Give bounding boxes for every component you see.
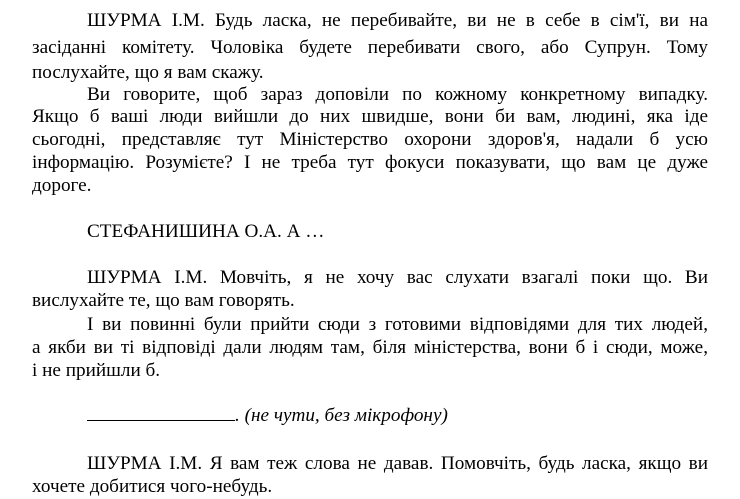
paragraph-2-line-2: Якщо б ваші люди вийшли до них швидше, вони би вам, людині, яка іде <box>32 106 708 127</box>
paragraph-2-line-5: дороге. <box>32 175 92 196</box>
paragraph-5-line-3: і не прийшли б. <box>32 360 161 381</box>
paragraph-2-line-1: Ви говорите, щоб зараз доповіли по кожному конкретному випадку. <box>87 84 708 105</box>
speaker-line-stefanyshyna: СТЕФАНИШИНА О.А. А … <box>87 221 325 242</box>
paragraph-4-line-2: вислухайте те, що вам говорять. <box>32 290 295 311</box>
paragraph-2-line-3: сьогодні, представляє тут Міністерство охорони здоров'я, надали б усю <box>32 129 708 150</box>
paragraph-4-line-1: ШУРМА І.М. Мовчіть, я не хочу вас слухати взагалі поки що. Ви <box>87 267 708 288</box>
speaker-name-blank <box>87 403 235 421</box>
paragraph-1-line-2: засіданні комітету. Чоловіка будете перебивати свого, або Супрун. Тому <box>32 37 708 58</box>
paragraph-5-line-2: а якби ви ті відповіді дали людям там, біля міністерства, вони б і сюди, може, <box>32 337 708 358</box>
paragraph-1-line-1: ШУРМА І.М. Будь ласка, не перебивайте, ви не в себе в сім'ї, ви на <box>87 10 708 31</box>
paragraph-1-line-3: послухайте, що я вам скажу. <box>32 62 264 83</box>
paragraph-2-line-4: інформацію. Розумієте? І не треба тут фокуси показувати, що вам це дуже <box>32 152 708 173</box>
inaudible-remark: . (не чути, без мікрофону) <box>235 405 448 426</box>
paragraph-7-line-2: хочете добитися чого-небудь. <box>32 476 273 497</box>
unnamed-speaker-line <box>87 403 708 426</box>
paragraph-5-line-1: І ви повинні були прийти сюди з готовими відповідями для тих людей, <box>87 314 708 335</box>
paragraph-7-line-1: ШУРМА І.М. Я вам теж слова не давав. Помовчіть, будь ласка, якщо ви <box>87 453 708 474</box>
